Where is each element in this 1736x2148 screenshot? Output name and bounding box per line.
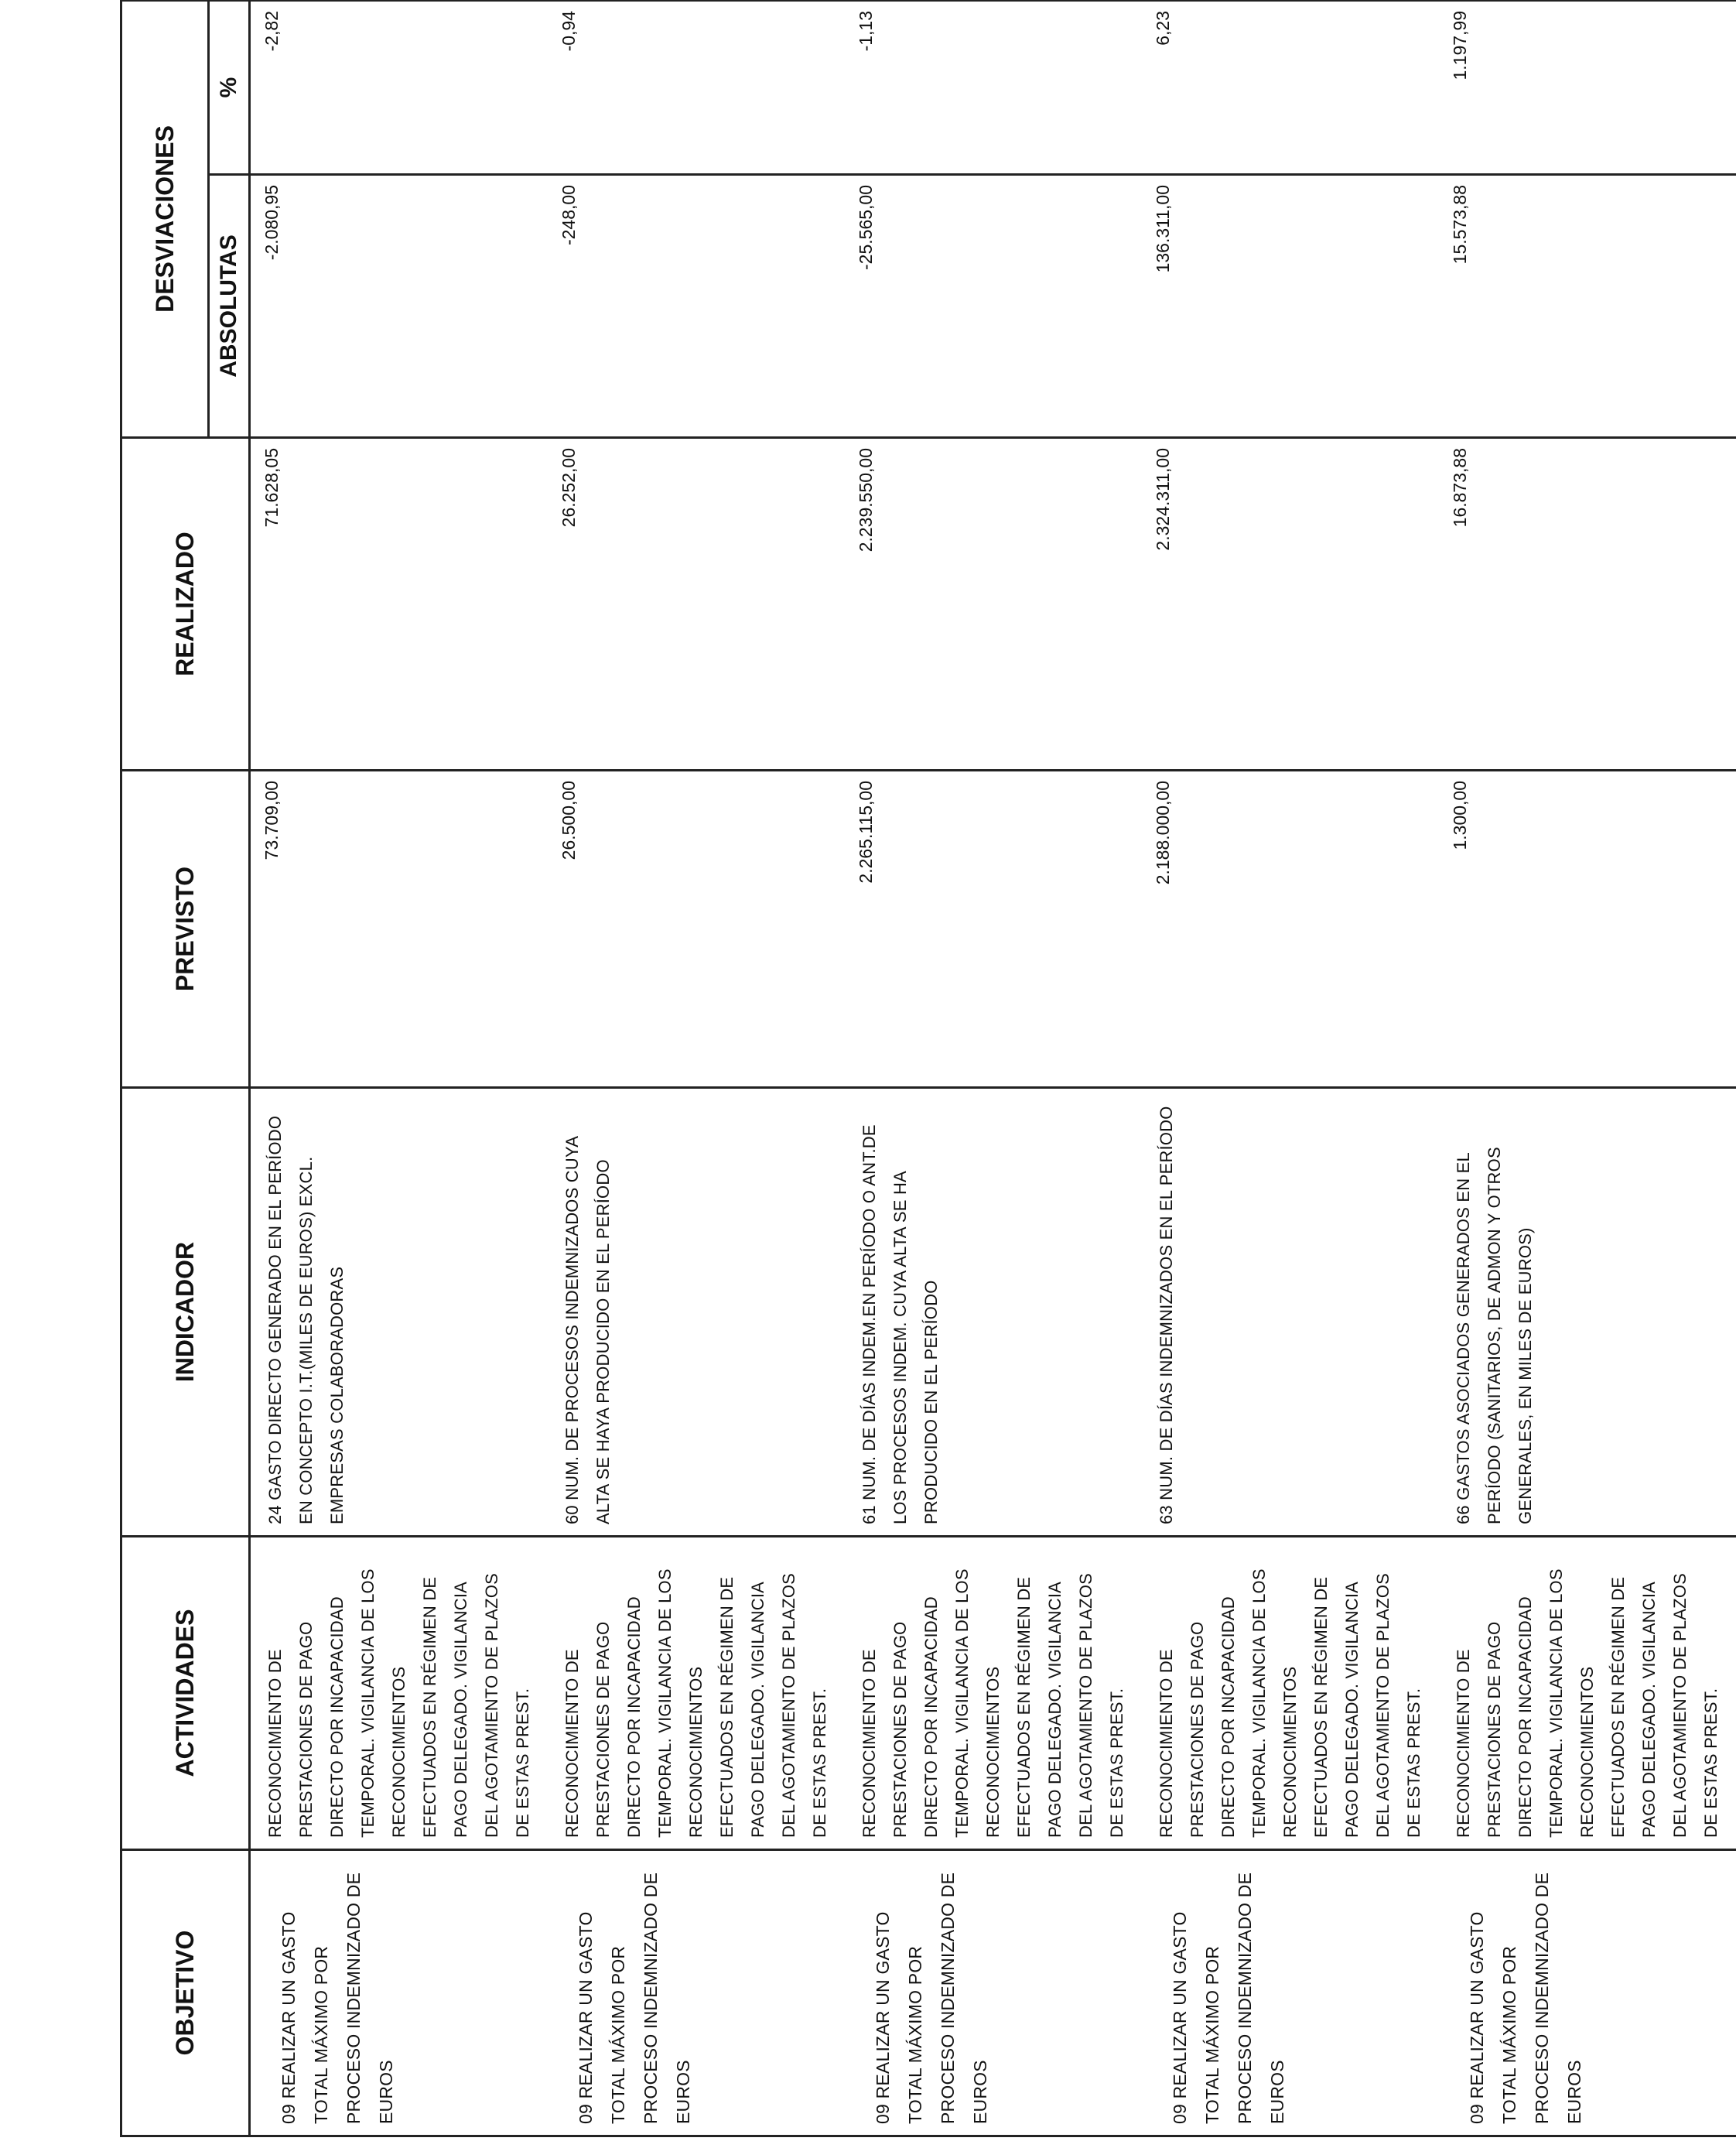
absolutas-cell: -2.080,95	[261, 185, 282, 261]
indicador-cell: 61 NUM. DE DÍAS INDEM.EN PERÍODO O ANT.DE LOS PROCESOS INDEM. CUYA ALTA SE HA PRODUCIDO EN EL PERÍODO	[859, 1124, 941, 1524]
table-row	[1439, 0, 1736, 2136]
porcentaje-cell: -1,13	[856, 10, 876, 52]
previsto-cell: 1.300,00	[1450, 781, 1470, 850]
header-actividades: ACTIVIDADES	[121, 1537, 250, 1850]
previsto-cell: 2.265.115,00	[856, 781, 876, 884]
actividades-cell: RECONOCIMIENTO DE PRESTACIONES DE PAGO DIRECTO POR INCAPACIDAD TEMPORAL. VIGILANCIA DE LOS RECONOCIMIENTOS EFECTUADOS EN RÉGIMEN DE PAGO DELEGADO. VIGILANCIA DEL AGOTAMIENTO DE PLAZOS DE ESTAS PREST.	[1157, 1568, 1423, 1838]
previsto-cell: 2.188.000,00	[1153, 781, 1173, 885]
objetivo-cell: 09 REALIZAR UN GASTO TOTAL MÁXIMO POR PROCESO INDEMNIZADO DE EUROS	[279, 1872, 396, 2124]
table-row	[1142, 0, 1439, 2136]
realizado-cell: 2.324.311,00	[1153, 448, 1173, 551]
objetivo-cell: 09 REALIZAR UN GASTO TOTAL MÁXIMO POR PROCESO INDEMNIZADO DE EUROS	[1467, 1872, 1584, 2124]
header-realizado: REALIZADO	[121, 438, 250, 771]
header-desviaciones: DESVIACIONES	[121, 0, 209, 437]
actividades-cell: RECONOCIMIENTO DE PRESTACIONES DE PAGO DIRECTO POR INCAPACIDAD TEMPORAL. VIGILANCIA DE LOS RECONOCIMIENTOS EFECTUADOS EN RÉGIMEN DE PAGO DELEGADO. VIGILANCIA DEL AGOTAMIENTO DE PLAZOS DE ESTAS PREST.	[1454, 1568, 1721, 1838]
objectives-table	[120, 0, 1736, 2137]
indicador-cell: 24 GASTO DIRECTO GENERADO EN EL PERÍODO EN CONCEPTO I.T.(MILES DE EUROS) EXCL. EMPRESAS COLABORADORAS	[265, 1115, 347, 1524]
objetivo-cell: 09 REALIZAR UN GASTO TOTAL MÁXIMO POR PROCESO INDEMNIZADO DE EUROS	[576, 1872, 693, 2124]
header-objetivo: OBJETIVO	[121, 1850, 250, 2136]
indicador-cell: 60 NUM. DE PROCESOS INDEMNIZADOS CUYA ALTA SE HAYA PRODUCIDO EN EL PERÍODO	[562, 1137, 613, 1524]
indicador-cell: 63 NUM. DE DÍAS INDEMNIZADOS EN EL PERÍODO	[1157, 1106, 1176, 1524]
header-previsto: PREVISTO	[121, 771, 250, 1088]
actividades-cell: RECONOCIMIENTO DE PRESTACIONES DE PAGO DIRECTO POR INCAPACIDAD TEMPORAL. VIGILANCIA DE LOS RECONOCIMIENTOS EFECTUADOS EN RÉGIMEN DE PAGO DELEGADO. VIGILANCIA DEL AGOTAMIENTO DE PLAZOS DE ESTAS PREST.	[265, 1568, 532, 1838]
table-row	[845, 0, 1142, 2136]
realizado-cell: 71.628,05	[261, 448, 282, 528]
absolutas-cell: -25.565,00	[856, 185, 876, 270]
realizado-cell: 16.873,88	[1450, 448, 1470, 528]
actividades-cell: RECONOCIMIENTO DE PRESTACIONES DE PAGO DIRECTO POR INCAPACIDAD TEMPORAL. VIGILANCIA DE LOS RECONOCIMIENTOS EFECTUADOS EN RÉGIMEN DE PAGO DELEGADO. VIGILANCIA DEL AGOTAMIENTO DE PLAZOS DE ESTAS PREST.	[859, 1568, 1126, 1838]
realizado-cell: 26.252,00	[559, 448, 579, 528]
realizado-cell: 2.239.550,00	[856, 448, 876, 552]
absolutas-cell: -248,00	[559, 185, 579, 246]
rotated-table-sheet	[120, 2, 1721, 2137]
previsto-cell: 73.709,00	[261, 781, 282, 860]
absolutas-cell: 15.573,88	[1450, 185, 1470, 265]
objetivo-cell: 09 REALIZAR UN GASTO TOTAL MÁXIMO POR PROCESO INDEMNIZADO DE EUROS	[873, 1872, 990, 2124]
objetivo-cell: 09 REALIZAR UN GASTO TOTAL MÁXIMO POR PROCESO INDEMNIZADO DE EUROS	[1170, 1872, 1287, 2124]
header-indicador: INDICADOR	[121, 1088, 250, 1537]
actividades-cell: RECONOCIMIENTO DE PRESTACIONES DE PAGO DIRECTO POR INCAPACIDAD TEMPORAL. VIGILANCIA DE LOS RECONOCIMIENTOS EFECTUADOS EN RÉGIMEN DE PAGO DELEGADO. VIGILANCIA DEL AGOTAMIENTO DE PLAZOS DE ESTAS PREST.	[562, 1568, 829, 1838]
header-porcentaje: %	[209, 0, 250, 174]
previsto-cell: 26.500,00	[559, 781, 579, 860]
porcentaje-cell: 6,23	[1153, 10, 1173, 46]
table-row	[250, 0, 548, 2136]
header-absolutas: ABSOLUTAS	[209, 175, 250, 438]
porcentaje-cell: -2,82	[261, 10, 282, 52]
indicador-cell: 66 GASTOS ASOCIADOS GENERADOS EN EL PERÍODO (SANITARIOS, DE ADMON Y OTROS GENERALES, EN MILES DE EUROS)	[1454, 1147, 1535, 1524]
absolutas-cell: 136.311,00	[1153, 185, 1173, 273]
porcentaje-cell: -0,94	[559, 10, 579, 52]
table-row	[548, 0, 845, 2136]
porcentaje-cell: 1.197,99	[1450, 10, 1470, 80]
